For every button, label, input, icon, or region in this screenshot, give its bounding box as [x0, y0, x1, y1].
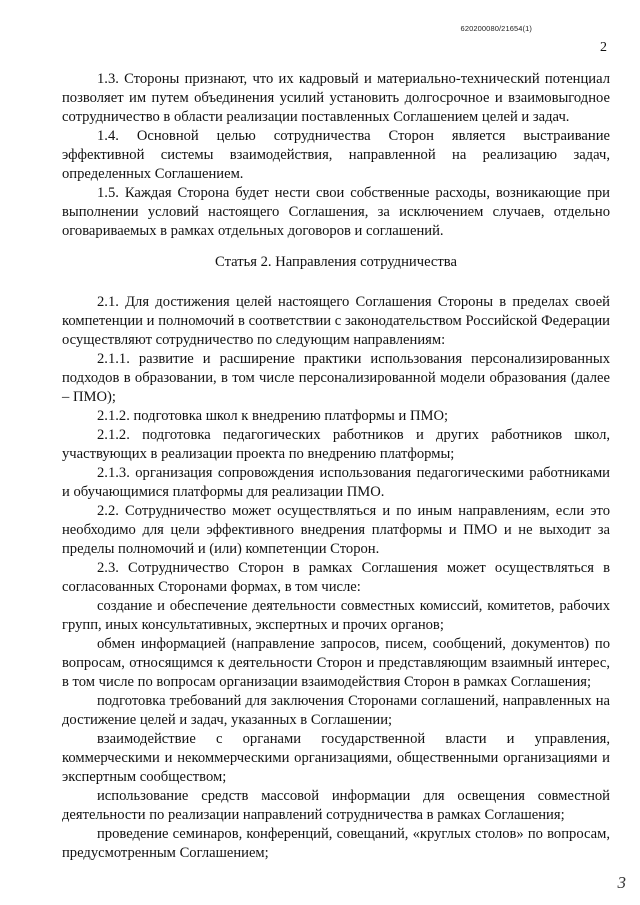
paragraph-2-2: 2.2. Сотрудничество может осуществляться и по иным направлениям, если это необходимо для цели эффективного внедрения платформы и ПМО и не выходит за пределы полномочий и (или) компетенции Сторон. [62, 503, 610, 557]
document-number: 620200080/21654(1) [460, 24, 532, 33]
paragraph-1-4: 1.4. Основной целью сотрудничества Сторон является выстраивание эффективной системы взаимодействия, направленной на реализацию задач, определенных Соглашением. [62, 128, 610, 182]
paragraph-1-5: 1.5. Каждая Сторона будет нести свои собственные расходы, возникающие при выполнении условий настоящего Соглашения, за исключением случаев, отдельно оговариваемых в рамках отдельных договоров и соглашений. [62, 185, 610, 239]
paragraph-2-3: 2.3. Сотрудничество Сторон в рамках Соглашения может осуществляться в согласованных Сторонами формах, в том числе: [62, 560, 610, 595]
list-item-info-exchange: обмен информацией (направление запросов, писем, сообщений, документов) по вопросам, относящимся к деятельности Сторон и представляющим взаимный интерес, в том числе по вопросам организации взаимодействия Сторон в рамках Соглашения; [62, 636, 610, 690]
section-title: Статья 2. Направления сотрудничества [215, 254, 457, 270]
list-item-seminars: проведение семинаров, конференций, совещаний, «круглых столов» по вопросам, предусмотренным Соглашением; [62, 826, 610, 861]
list-item-cooperation-bodies: взаимодействие с органами государственной власти и управления, коммерческими и некоммерческими организациями, общественными организациями и экспертным сообществом; [62, 731, 610, 785]
paragraph-2-1-1: 2.1.1. развитие и расширение практики использования персонализированных подходов в образовании, в том числе персонализированной модели образования (далее – ПМО); [62, 351, 610, 405]
paragraph-2-1: 2.1. Для достижения целей настоящего Соглашения Стороны в пределах своей компетенции и полномочий в соответствии с законодательством Российской Федерации осуществляют сотрудничество по следующим направлениям: [62, 294, 610, 348]
page-number: 2 [600, 40, 607, 55]
handwritten-page-mark: 3 [617, 873, 626, 892]
list-item-requirements: подготовка требований для заключения Сторонами соглашений, направленных на достижение целей и задач, указанных в Соглашении; [62, 693, 610, 728]
list-item-mass-media: использование средств массовой информации для освещения совместной деятельности по реализации направлений сотрудничества в рамках Соглашения; [62, 788, 610, 823]
document-body [62, 70, 610, 863]
list-item-commissions: создание и обеспечение деятельности совместных комиссий, комитетов, рабочих групп, иных консультативных, экспертных и прочих органов; [62, 598, 610, 633]
paragraph-2-1-2a: 2.1.2. подготовка школ к внедрению платформы и ПМО; [97, 408, 449, 424]
paragraph-1-3: 1.3. Стороны признают, что их кадровый и материально-технический потенциал позволяет им путем объединения усилий установить долгосрочное и взаимовыгодное сотрудничество в области реализации поставленных Соглашением целей и задач. [62, 71, 610, 125]
paragraph-2-1-2b: 2.1.2. подготовка педагогических работников и других работников школ, участвующих в реализации проекта по внедрению платформы; [62, 427, 610, 462]
paragraph-2-1-3: 2.1.3. организация сопровождения использования педагогическими работниками и обучающимися платформы для реализации ПМО. [62, 465, 610, 500]
